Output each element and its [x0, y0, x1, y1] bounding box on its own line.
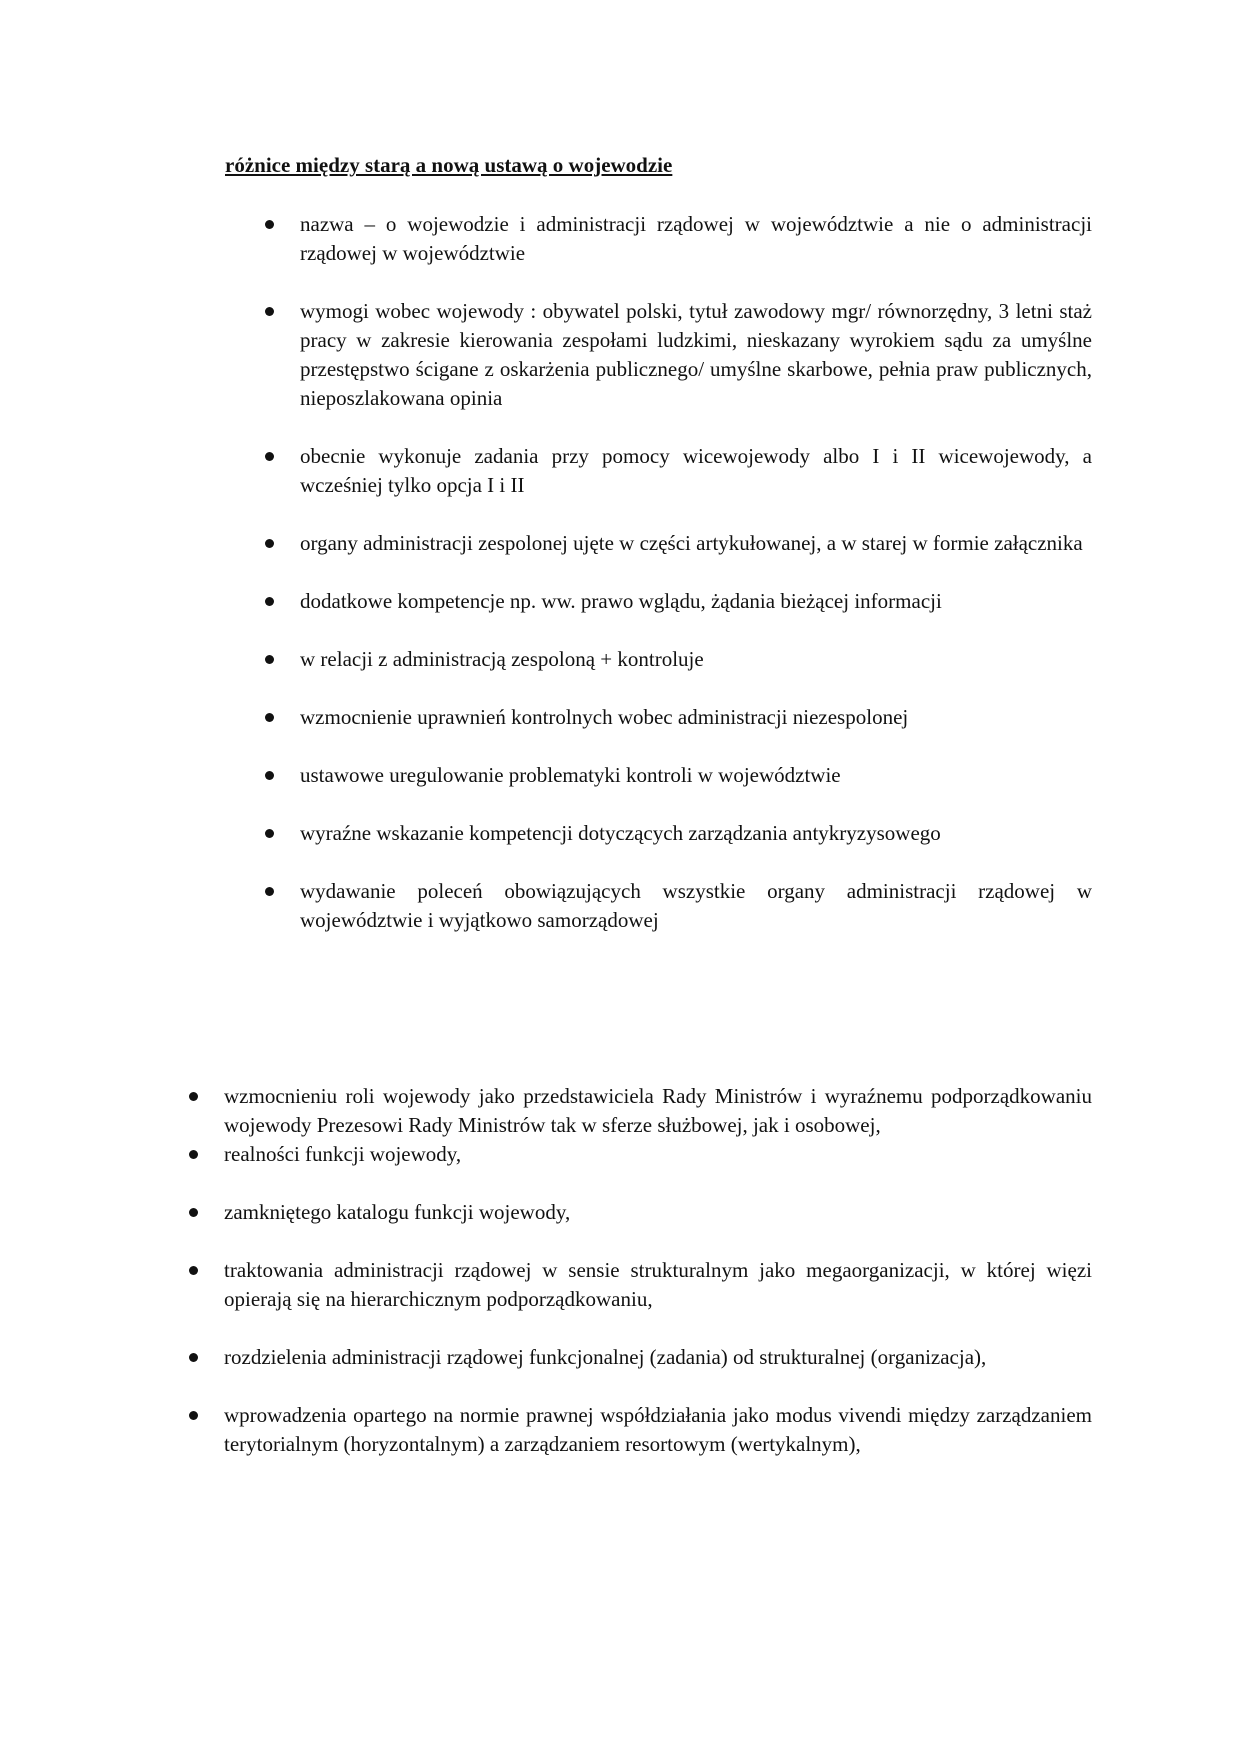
list-item	[186, 1343, 1092, 1372]
list-item	[186, 1082, 1092, 1140]
list-item-text: wzmocnienie uprawnień kontrolnych wobec administracji niezespolonej	[300, 705, 909, 729]
list-item-text: rozdzielenia administracji rządowej funkcjonalnej (zadania) od strukturalnej (organizacja),	[224, 1345, 987, 1369]
list-item-text: obecnie wykonuje zadania przy pomocy wicewojewody albo I i II wicewojewody, a wcześniej tylko opcja I i II	[300, 444, 1092, 497]
bullet-icon	[265, 771, 274, 780]
list-item	[262, 529, 1092, 558]
list-item-text: w relacji z administracją zespoloną + kontroluje	[300, 647, 704, 671]
list-item	[186, 1198, 1092, 1227]
list-item	[186, 1256, 1092, 1314]
bullet-icon	[189, 1092, 198, 1101]
bullet-icon	[189, 1411, 198, 1420]
bullet-icon	[265, 539, 274, 548]
list-item	[262, 587, 1092, 616]
bullet-icon	[265, 220, 274, 229]
list-item-text: ustawowe uregulowanie problematyki kontroli w województwie	[300, 763, 841, 787]
reform-principles-list	[186, 1082, 1092, 1488]
list-item-text: wyraźne wskazanie kompetencji dotyczących zarządzania antykryzysowego	[300, 821, 941, 845]
document-title: różnice między starą a nową ustawą o wojewodzie	[225, 153, 673, 177]
bullet-icon	[265, 307, 274, 316]
list-item-text: wzmocnieniu roli wojewody jako przedstawiciela Rady Ministrów i wyraźnemu podporządkowaniu wojewody Prezesowi Rady Ministrów tak w sferze służbowej, jak i osobowej,	[224, 1084, 1092, 1137]
list-item-text: traktowania administracji rządowej w sensie strukturalnym jako megaorganizacji, w której więzi opierają się na hierarchicznym podporządkowaniu,	[224, 1258, 1092, 1311]
list-item-text: realności funkcji wojewody,	[224, 1142, 462, 1166]
list-item-text: organy administracji zespolonej ujęte w części artykułowanej, a w starej w formie załącznika	[300, 531, 1083, 555]
bullet-icon	[189, 1266, 198, 1275]
list-item	[186, 1140, 1092, 1169]
bullet-icon	[265, 887, 274, 896]
list-item-text: wymogi wobec wojewody : obywatel polski, tytuł zawodowy mgr/ równorzędny, 3 letni staż pracy w zakresie kierowania zespołami ludzkimi, nieskazany wyrokiem sądu za umyślne przestępstwo ścigane z oskarżenia publicznego/ umyślne skarbowe, pełnia praw publicznych, nieposzlakowana opinia	[300, 299, 1092, 410]
list-item	[262, 819, 1092, 848]
list-item-text: zamkniętego katalogu funkcji wojewody,	[224, 1200, 571, 1224]
list-item	[262, 297, 1092, 413]
bullet-icon	[265, 829, 274, 838]
bullet-icon	[189, 1150, 198, 1159]
list-item	[186, 1401, 1092, 1459]
list-item-text: wydawanie poleceń obowiązujących wszystkie organy administracji rządowej w województwie i wyjątkowo samorządowej	[300, 879, 1092, 932]
bullet-icon	[265, 452, 274, 461]
list-item	[262, 210, 1092, 268]
list-item-text: nazwa – o wojewodzie i administracji rządowej w województwie a nie o administracji rządowej w województwie	[300, 212, 1092, 265]
list-item-text: wprowadzenia opartego na normie prawnej współdziałania jako modus vivendi między zarządzaniem terytorialnym (horyzontalnym) a zarządzaniem resortowym (wertykalnym),	[224, 1403, 1092, 1456]
list-item-text: dodatkowe kompetencje np. ww. prawo wglądu, żądania bieżącej informacji	[300, 589, 942, 613]
bullet-icon	[189, 1208, 198, 1217]
list-item	[262, 761, 1092, 790]
list-item	[262, 703, 1092, 732]
bullet-icon	[265, 655, 274, 664]
bullet-icon	[265, 597, 274, 606]
list-item	[262, 442, 1092, 500]
differences-list	[262, 210, 1092, 964]
list-item	[262, 645, 1092, 674]
bullet-icon	[189, 1353, 198, 1362]
list-item	[262, 877, 1092, 935]
bullet-icon	[265, 713, 274, 722]
